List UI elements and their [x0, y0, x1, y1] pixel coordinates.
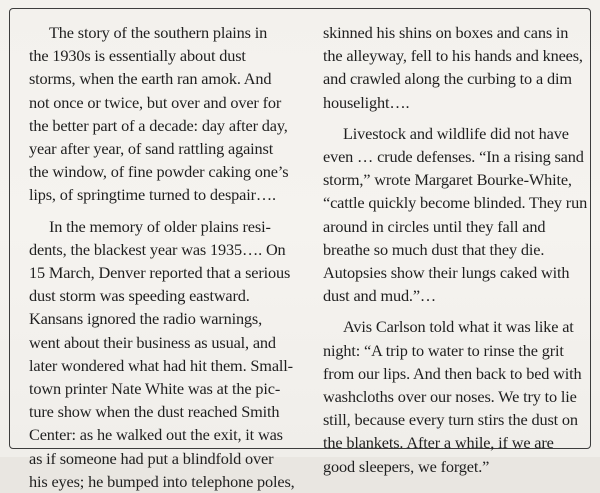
text-line: storm,” wrote Margaret Bourke-White,: [323, 170, 572, 190]
text-line: his eyes; he bumped into telephone poles,: [29, 471, 295, 491]
text-line: storms, when the earth ran amok. And: [29, 69, 272, 89]
text-line: The story of the southern plains in: [49, 23, 268, 42]
text-line: town printer Nate White was at the pic-: [29, 379, 281, 399]
text-line: Avis Carlson told what it was like at: [343, 317, 574, 337]
text-line: houselight….: [323, 92, 410, 112]
text-line: not once or twice, but over and over for: [29, 92, 282, 112]
paragraph-livestock: [323, 122, 595, 308]
paragraph-continuation: [323, 21, 595, 114]
text-line: Autopsies show their lungs caked with: [323, 263, 570, 283]
text-line: In the memory of older plains resi-: [49, 216, 271, 236]
text-line: dust storm was speeding eastward.: [29, 286, 250, 306]
text-line: went about their business as usual, and: [29, 332, 276, 352]
text-line: still, because every turn stirs the dust on: [323, 410, 578, 430]
text-line: the alleyway, fell to his hands and knees,: [323, 46, 583, 66]
text-line: Kansans ignored the radio warnings,: [29, 309, 263, 329]
text-line: Center: as he walked out the exit, it was: [29, 425, 283, 445]
text-line: and crawled along the curbing to a dim: [323, 69, 572, 89]
text-line: from our lips. And then back to bed with: [323, 363, 582, 383]
text-line: as if someone had put a blindfold over: [29, 448, 274, 468]
text-line: “cattle quickly become blinded. They run: [323, 193, 588, 213]
paragraph-dust-story: [29, 21, 309, 207]
text-box-border: [9, 8, 591, 491]
text-line: the better part of a decade: day after day,: [29, 115, 288, 135]
text-line: even … crude defenses. “In a rising sand: [323, 147, 584, 167]
text-line: washcloths over our noses. We try to lie: [323, 387, 577, 407]
text-line: the window, of fine powder caking one’s: [29, 162, 289, 182]
right-column: [323, 21, 595, 478]
text-line: Livestock and wildlife did not have: [343, 123, 569, 143]
text-line: night: “A trip to water to rinse the grit: [323, 340, 564, 360]
text-line: ture show when the dust reached Smith: [29, 402, 280, 422]
text-line: year after year, of sand rattling against: [29, 139, 274, 159]
text-line: around in circles until they fall and: [323, 216, 546, 236]
text-line: later wondered what had hit them. Small-: [29, 355, 293, 375]
text-line: skinned his shins on boxes and cans in: [323, 23, 569, 42]
text-line: good sleepers, we forget.”: [323, 456, 490, 476]
text-line: the blankets. After a while, if we are: [323, 433, 554, 453]
text-line: lips, of springtime turned to despair….: [29, 185, 276, 205]
left-column: [29, 21, 309, 493]
text-line: 15 March, Denver reported that a serious: [29, 263, 291, 283]
text-line: breathe so much dust that they die.: [323, 239, 545, 259]
text-line: dust and mud.”…: [323, 286, 437, 306]
text-line: dents, the blackest year was 1935…. On: [29, 239, 286, 259]
paragraph-avis-carlson: [323, 315, 595, 477]
text-line: the 1930s is essentially about dust: [29, 46, 246, 66]
paragraph-blackest-year: [29, 215, 309, 493]
